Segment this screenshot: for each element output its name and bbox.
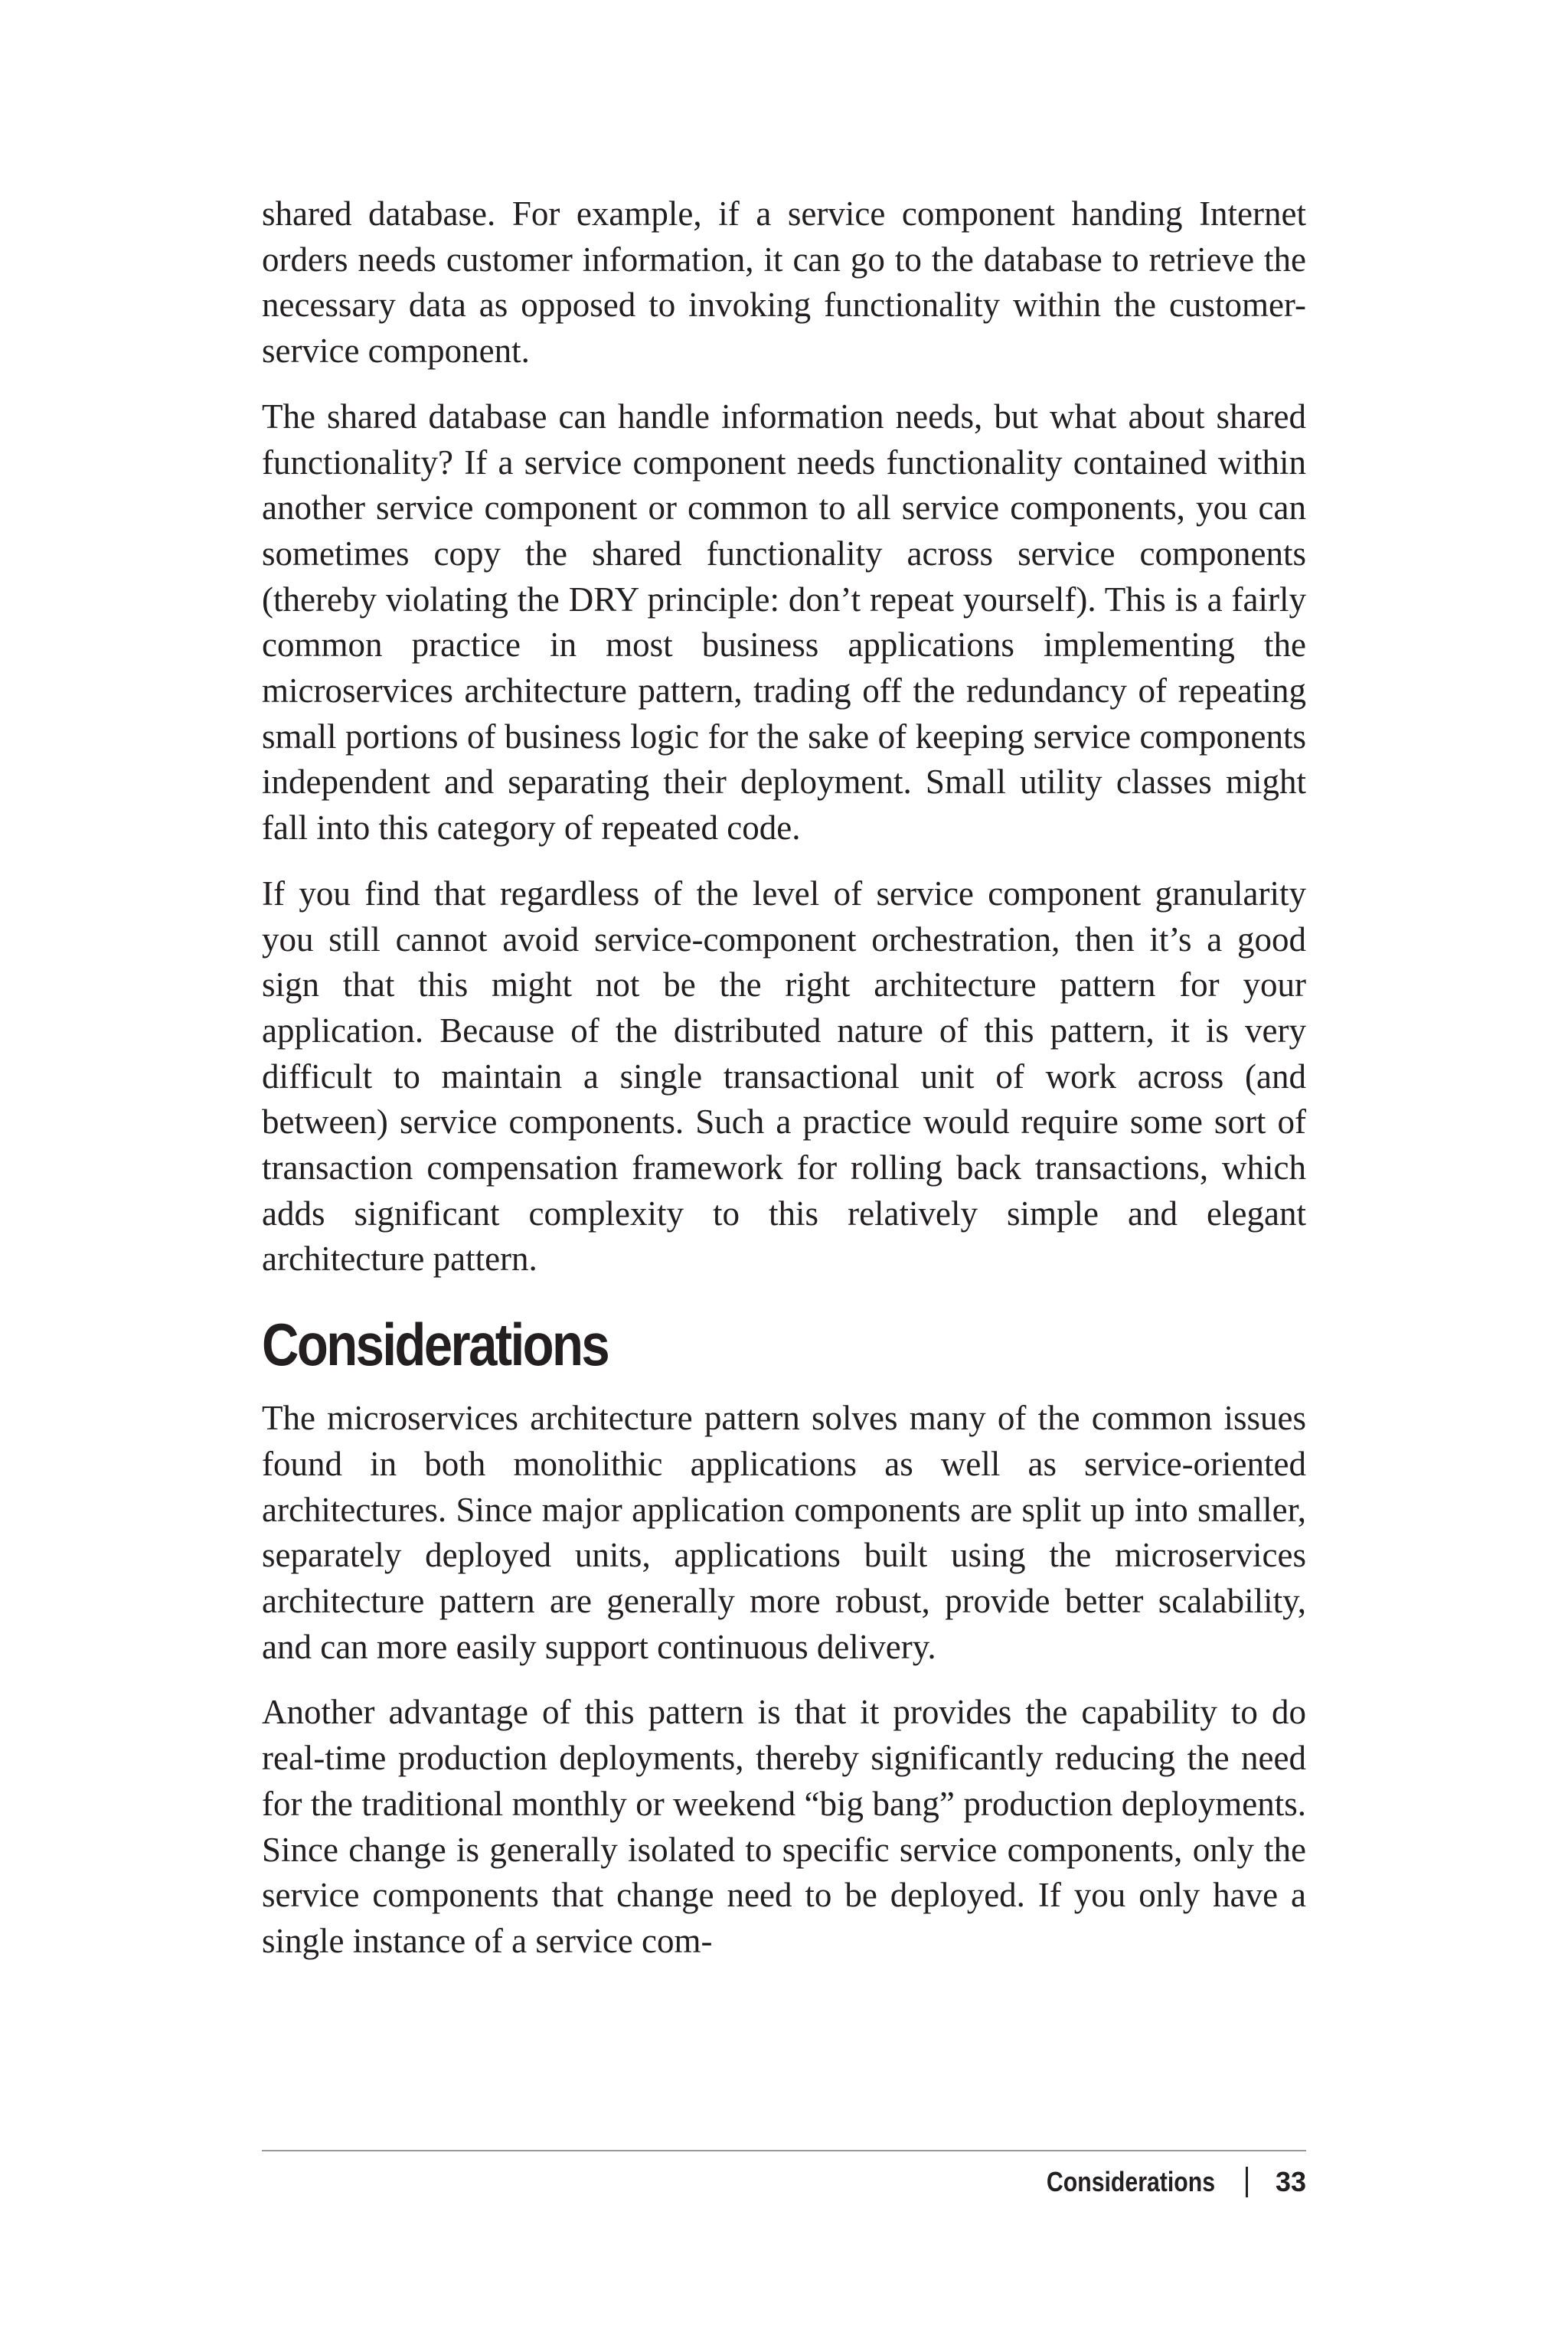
page-body — [262, 191, 1306, 1984]
footer-separator — [1246, 2167, 1248, 2197]
running-title: Considerations — [1046, 2166, 1215, 2197]
paragraph-real-time-deployments: Another advantage of this pattern is that it provides the capability to do real-time production deployments, thereby significantly reducing the need for the traditional monthly or weekend “big bang” production deployments. Since change is generally isolated to specific service components, only the service components that change need to be deployed. If you only have a single instance of a service com- — [262, 1693, 1306, 1960]
paragraph-shared-functionality: The shared database can handle information needs, but what about shared functionality? If a service component needs functionality contained within another service component or common to all service components, you can sometimes copy the shared functionality across service components (thereby violating the DRY principle: don’t repeat yourself). This is a fairly common practice in most business applications implementing the microservices architecture pattern, trading off the redundancy of repeating small portions of business logic for the sake of keeping service components independent and separating their deployment. Small utility classes might fall into this category of repeated code. — [262, 397, 1306, 848]
paragraph-orchestration: If you find that regardless of the level of service component granularity you still cannot avoid service-component orchestration, then it’s a good sign that this might not be the right architecture pattern for your application. Because of the distributed nature of this pattern, it is very difficult to maintain a single transactional unit of work across (and between) service components. Such a practice would require some sort of transaction compensation framework for rolling back transactions, which adds significant complexity to this relatively simple and elegant architecture pattern. — [262, 874, 1306, 1279]
paragraph-shared-database: shared database. For example, if a service component handing Internet orders needs customer information, it can go to the database to retrieve the necessary data as opposed to invoking functionality within the customer-service component. — [262, 194, 1306, 371]
paragraph-considerations-intro: The microservices architecture pattern solves many of the common issues found in both monolithic applications as well as service-oriented architectures. Since major application components are split up into smaller, separately deployed units, applications built using the microservices architecture pattern are generally more robust, provide better scalability, and can more easily support continuous delivery. — [262, 1399, 1306, 1666]
page-number: 33 — [1275, 2166, 1306, 2197]
page-footer — [1014, 2161, 1306, 2203]
footer-rule — [262, 2150, 1306, 2151]
section-heading: Considerations — [262, 1311, 609, 1379]
